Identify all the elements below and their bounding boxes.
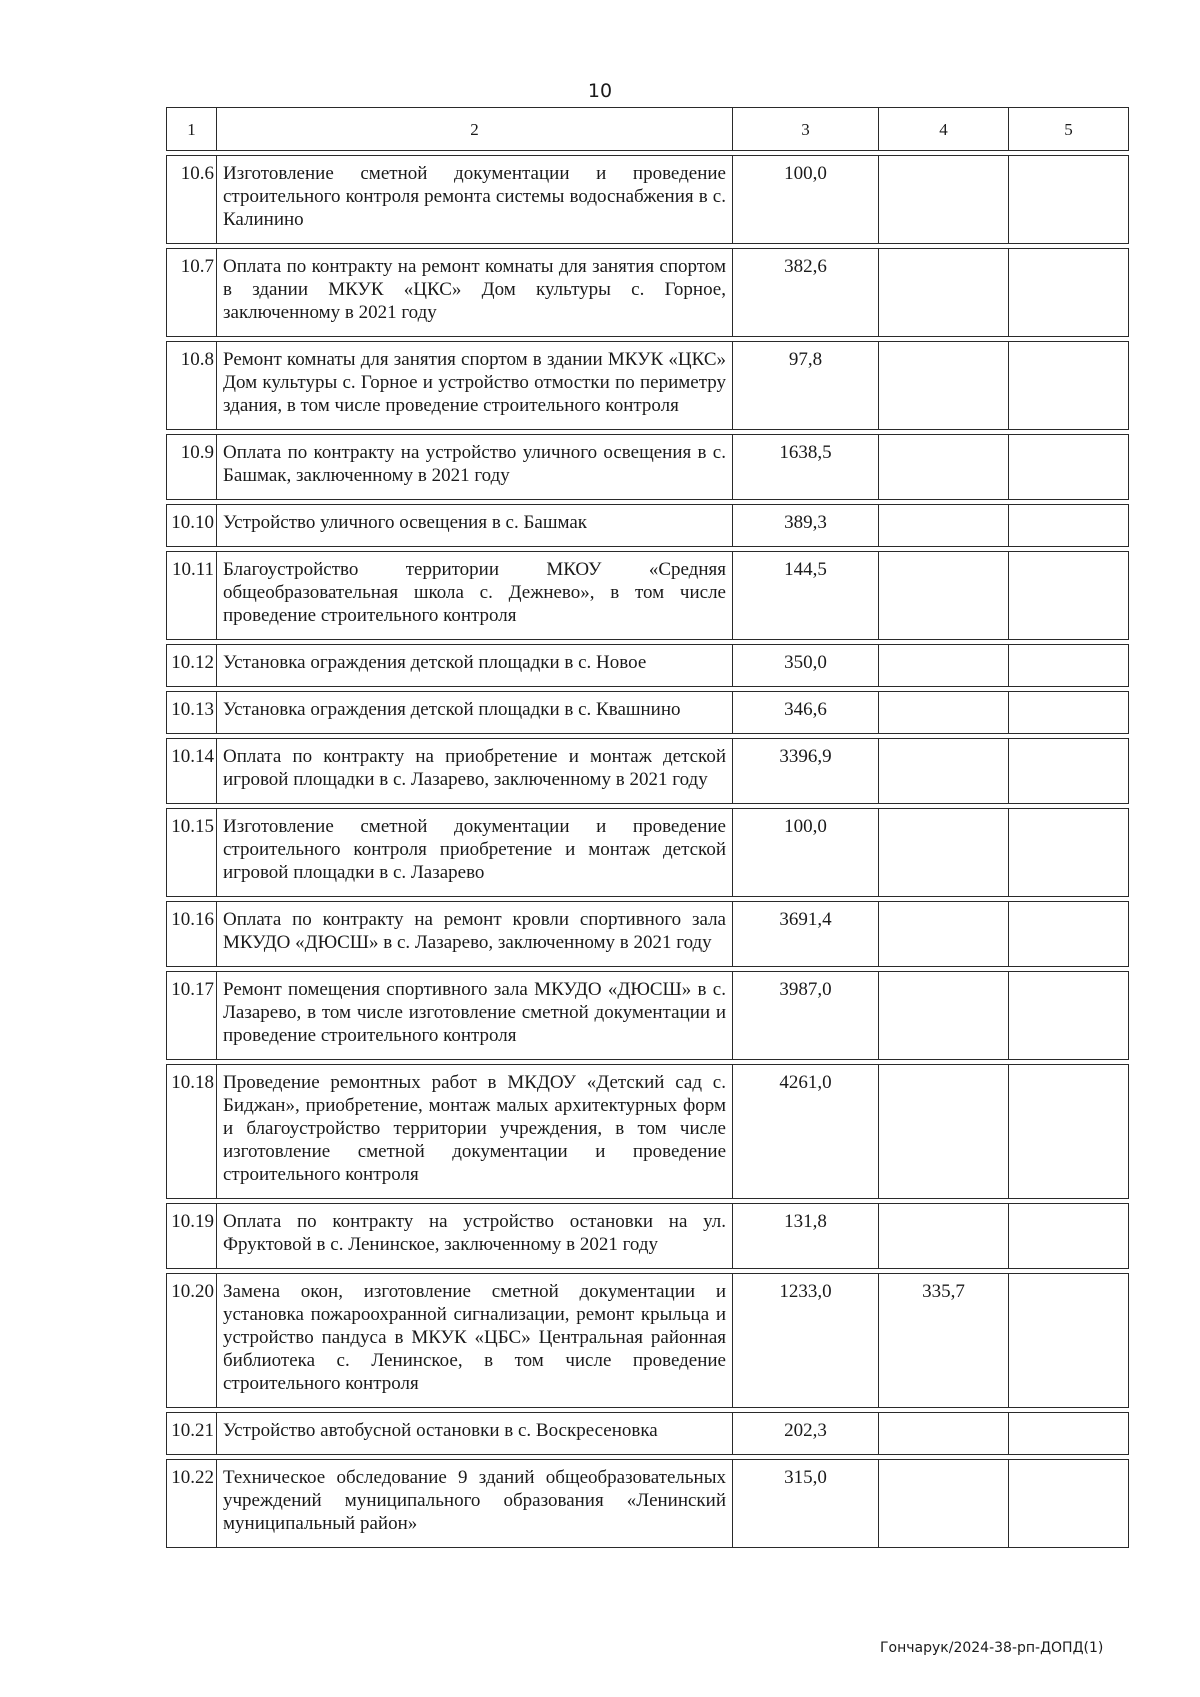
row-value-col4 [879, 552, 1009, 640]
row-number: 10.8 [167, 342, 217, 430]
row-value-col5 [1009, 249, 1129, 337]
row-value-col4 [879, 902, 1009, 967]
row-value-col5 [1009, 156, 1129, 244]
row-description: Благоустройство территории МКОУ «Средняя общеобразовательная школа с. Дежнево», в том числе проведение строительного контроля [217, 552, 733, 640]
table-row [167, 435, 1129, 500]
row-description: Оплата по контракту на приобретение и монтаж детской игровой площадки в с. Лазарево, заключенному в 2021 году [217, 739, 733, 804]
row-value-col3: 3691,4 [733, 902, 879, 967]
row-number: 10.22 [167, 1460, 217, 1548]
row-value-col5 [1009, 692, 1129, 734]
table-row [167, 156, 1129, 244]
row-description: Ремонт комнаты для занятия спортом в здании МКУК «ЦКС» Дом культуры с. Горное и устройство отмостки по периметру здания, в том числе проведение строительного контроля [217, 342, 733, 430]
row-value-col5 [1009, 1274, 1129, 1408]
row-value-col4 [879, 972, 1009, 1060]
row-number: 10.14 [167, 739, 217, 804]
row-value-col3: 202,3 [733, 1413, 879, 1455]
row-value-col3: 3987,0 [733, 972, 879, 1060]
row-number: 10.7 [167, 249, 217, 337]
row-number: 10.11 [167, 552, 217, 640]
row-value-col3: 131,8 [733, 1204, 879, 1269]
table-row [167, 552, 1129, 640]
row-value-col5 [1009, 902, 1129, 967]
row-value-col3: 4261,0 [733, 1065, 879, 1199]
row-description: Изготовление сметной документации и проведение строительного контроля приобретение и монтаж детской игровой площадки в с. Лазарево [217, 809, 733, 897]
row-number: 10.21 [167, 1413, 217, 1455]
row-value-col4 [879, 249, 1009, 337]
row-number: 10.12 [167, 645, 217, 687]
row-value-col3: 100,0 [733, 809, 879, 897]
row-value-col5 [1009, 1065, 1129, 1199]
row-value-col4 [879, 156, 1009, 244]
row-number: 10.20 [167, 1274, 217, 1408]
row-value-col5 [1009, 342, 1129, 430]
row-description: Устройство автобусной остановки в с. Воскресеновка [217, 1413, 733, 1455]
row-value-col3: 382,6 [733, 249, 879, 337]
row-value-col3: 1233,0 [733, 1274, 879, 1408]
row-value-col5 [1009, 552, 1129, 640]
row-value-col3: 1638,5 [733, 435, 879, 500]
table-row [167, 809, 1129, 897]
row-number: 10.16 [167, 902, 217, 967]
row-description: Оплата по контракту на ремонт комнаты для занятия спортом в здании МКУК «ЦКС» Дом культуры с. Горное, заключенному в 2021 году [217, 249, 733, 337]
row-value-col4 [879, 1065, 1009, 1199]
row-value-col5 [1009, 1413, 1129, 1455]
row-value-col3: 144,5 [733, 552, 879, 640]
row-description: Изготовление сметной документации и проведение строительного контроля ремонта системы водоснабжения в с. Калинино [217, 156, 733, 244]
budget-table [166, 107, 1129, 1548]
table-row [167, 1460, 1129, 1548]
row-description: Установка ограждения детской площадки в с. Новое [217, 645, 733, 687]
row-number: 10.13 [167, 692, 217, 734]
row-value-col3: 3396,9 [733, 739, 879, 804]
table-row [167, 505, 1129, 547]
row-value-col3: 100,0 [733, 156, 879, 244]
table-row [167, 1204, 1129, 1269]
table-row [167, 1413, 1129, 1455]
table-row [167, 342, 1129, 430]
row-description: Оплата по контракту на ремонт кровли спортивного зала МКУДО «ДЮСШ» в с. Лазарево, заключенному в 2021 году [217, 902, 733, 967]
row-number: 10.17 [167, 972, 217, 1060]
document-code: Гончарук/2024-38-рп-ДОПД(1) [880, 1640, 1104, 1656]
header-cell: 4 [879, 108, 1009, 151]
header-cell: 1 [167, 108, 217, 151]
row-value-col4 [879, 1413, 1009, 1455]
row-value-col4 [879, 505, 1009, 547]
row-value-col4 [879, 645, 1009, 687]
row-description: Установка ограждения детской площадки в с. Квашнино [217, 692, 733, 734]
table-header-row [167, 108, 1129, 151]
row-description: Оплата по контракту на устройство остановки на ул. Фруктовой в с. Ленинское, заключенному в 2021 году [217, 1204, 733, 1269]
row-number: 10.18 [167, 1065, 217, 1199]
row-description: Замена окон, изготовление сметной документации и установка пожароохранной сигнализации, ремонт крыльца и устройство пандуса в МКУК «ЦБС» Центральная районная библиотека с. Ленинское, в том числе проведение строительного контроля [217, 1274, 733, 1408]
row-number: 10.19 [167, 1204, 217, 1269]
row-value-col4 [879, 435, 1009, 500]
row-number: 10.6 [167, 156, 217, 244]
row-number: 10.9 [167, 435, 217, 500]
header-cell: 2 [217, 108, 733, 151]
row-number: 10.10 [167, 505, 217, 547]
row-value-col5 [1009, 505, 1129, 547]
header-cell: 3 [733, 108, 879, 151]
row-value-col5 [1009, 972, 1129, 1060]
row-value-col3: 346,6 [733, 692, 879, 734]
row-value-col5 [1009, 1204, 1129, 1269]
row-value-col3: 350,0 [733, 645, 879, 687]
row-description: Устройство уличного освещения в с. Башмак [217, 505, 733, 547]
row-value-col4 [879, 1204, 1009, 1269]
row-description: Ремонт помещения спортивного зала МКУДО «ДЮСШ» в с. Лазарево, в том числе изготовление сметной документации и проведение строительного контроля [217, 972, 733, 1060]
row-value-col4 [879, 809, 1009, 897]
row-value-col5 [1009, 1460, 1129, 1548]
row-value-col3: 315,0 [733, 1460, 879, 1548]
row-value-col5 [1009, 645, 1129, 687]
table-row [167, 902, 1129, 967]
table-row [167, 739, 1129, 804]
row-description: Техническое обследование 9 зданий общеобразовательных учреждений муниципального образования «Ленинский муниципальный район» [217, 1460, 733, 1548]
table-row [167, 645, 1129, 687]
header-cell: 5 [1009, 108, 1129, 151]
row-number: 10.15 [167, 809, 217, 897]
table-row [167, 692, 1129, 734]
row-value-col4 [879, 342, 1009, 430]
row-value-col5 [1009, 809, 1129, 897]
row-value-col5 [1009, 739, 1129, 804]
row-value-col3: 389,3 [733, 505, 879, 547]
table-row [167, 249, 1129, 337]
row-value-col4 [879, 739, 1009, 804]
row-value-col5 [1009, 435, 1129, 500]
row-value-col4: 335,7 [879, 1274, 1009, 1408]
row-value-col4 [879, 692, 1009, 734]
table-row [167, 1274, 1129, 1408]
table-row [167, 1065, 1129, 1199]
row-value-col4 [879, 1460, 1009, 1548]
page-number: 10 [587, 80, 613, 102]
row-description: Оплата по контракту на устройство уличного освещения в с. Башмак, заключенному в 2021 году [217, 435, 733, 500]
row-value-col3: 97,8 [733, 342, 879, 430]
row-description: Проведение ремонтных работ в МКДОУ «Детский сад с. Биджан», приобретение, монтаж малых архитектурных форм и благоустройство территории учреждения, в том числе изготовление сметной документации и проведение строительного контроля [217, 1065, 733, 1199]
table-row [167, 972, 1129, 1060]
